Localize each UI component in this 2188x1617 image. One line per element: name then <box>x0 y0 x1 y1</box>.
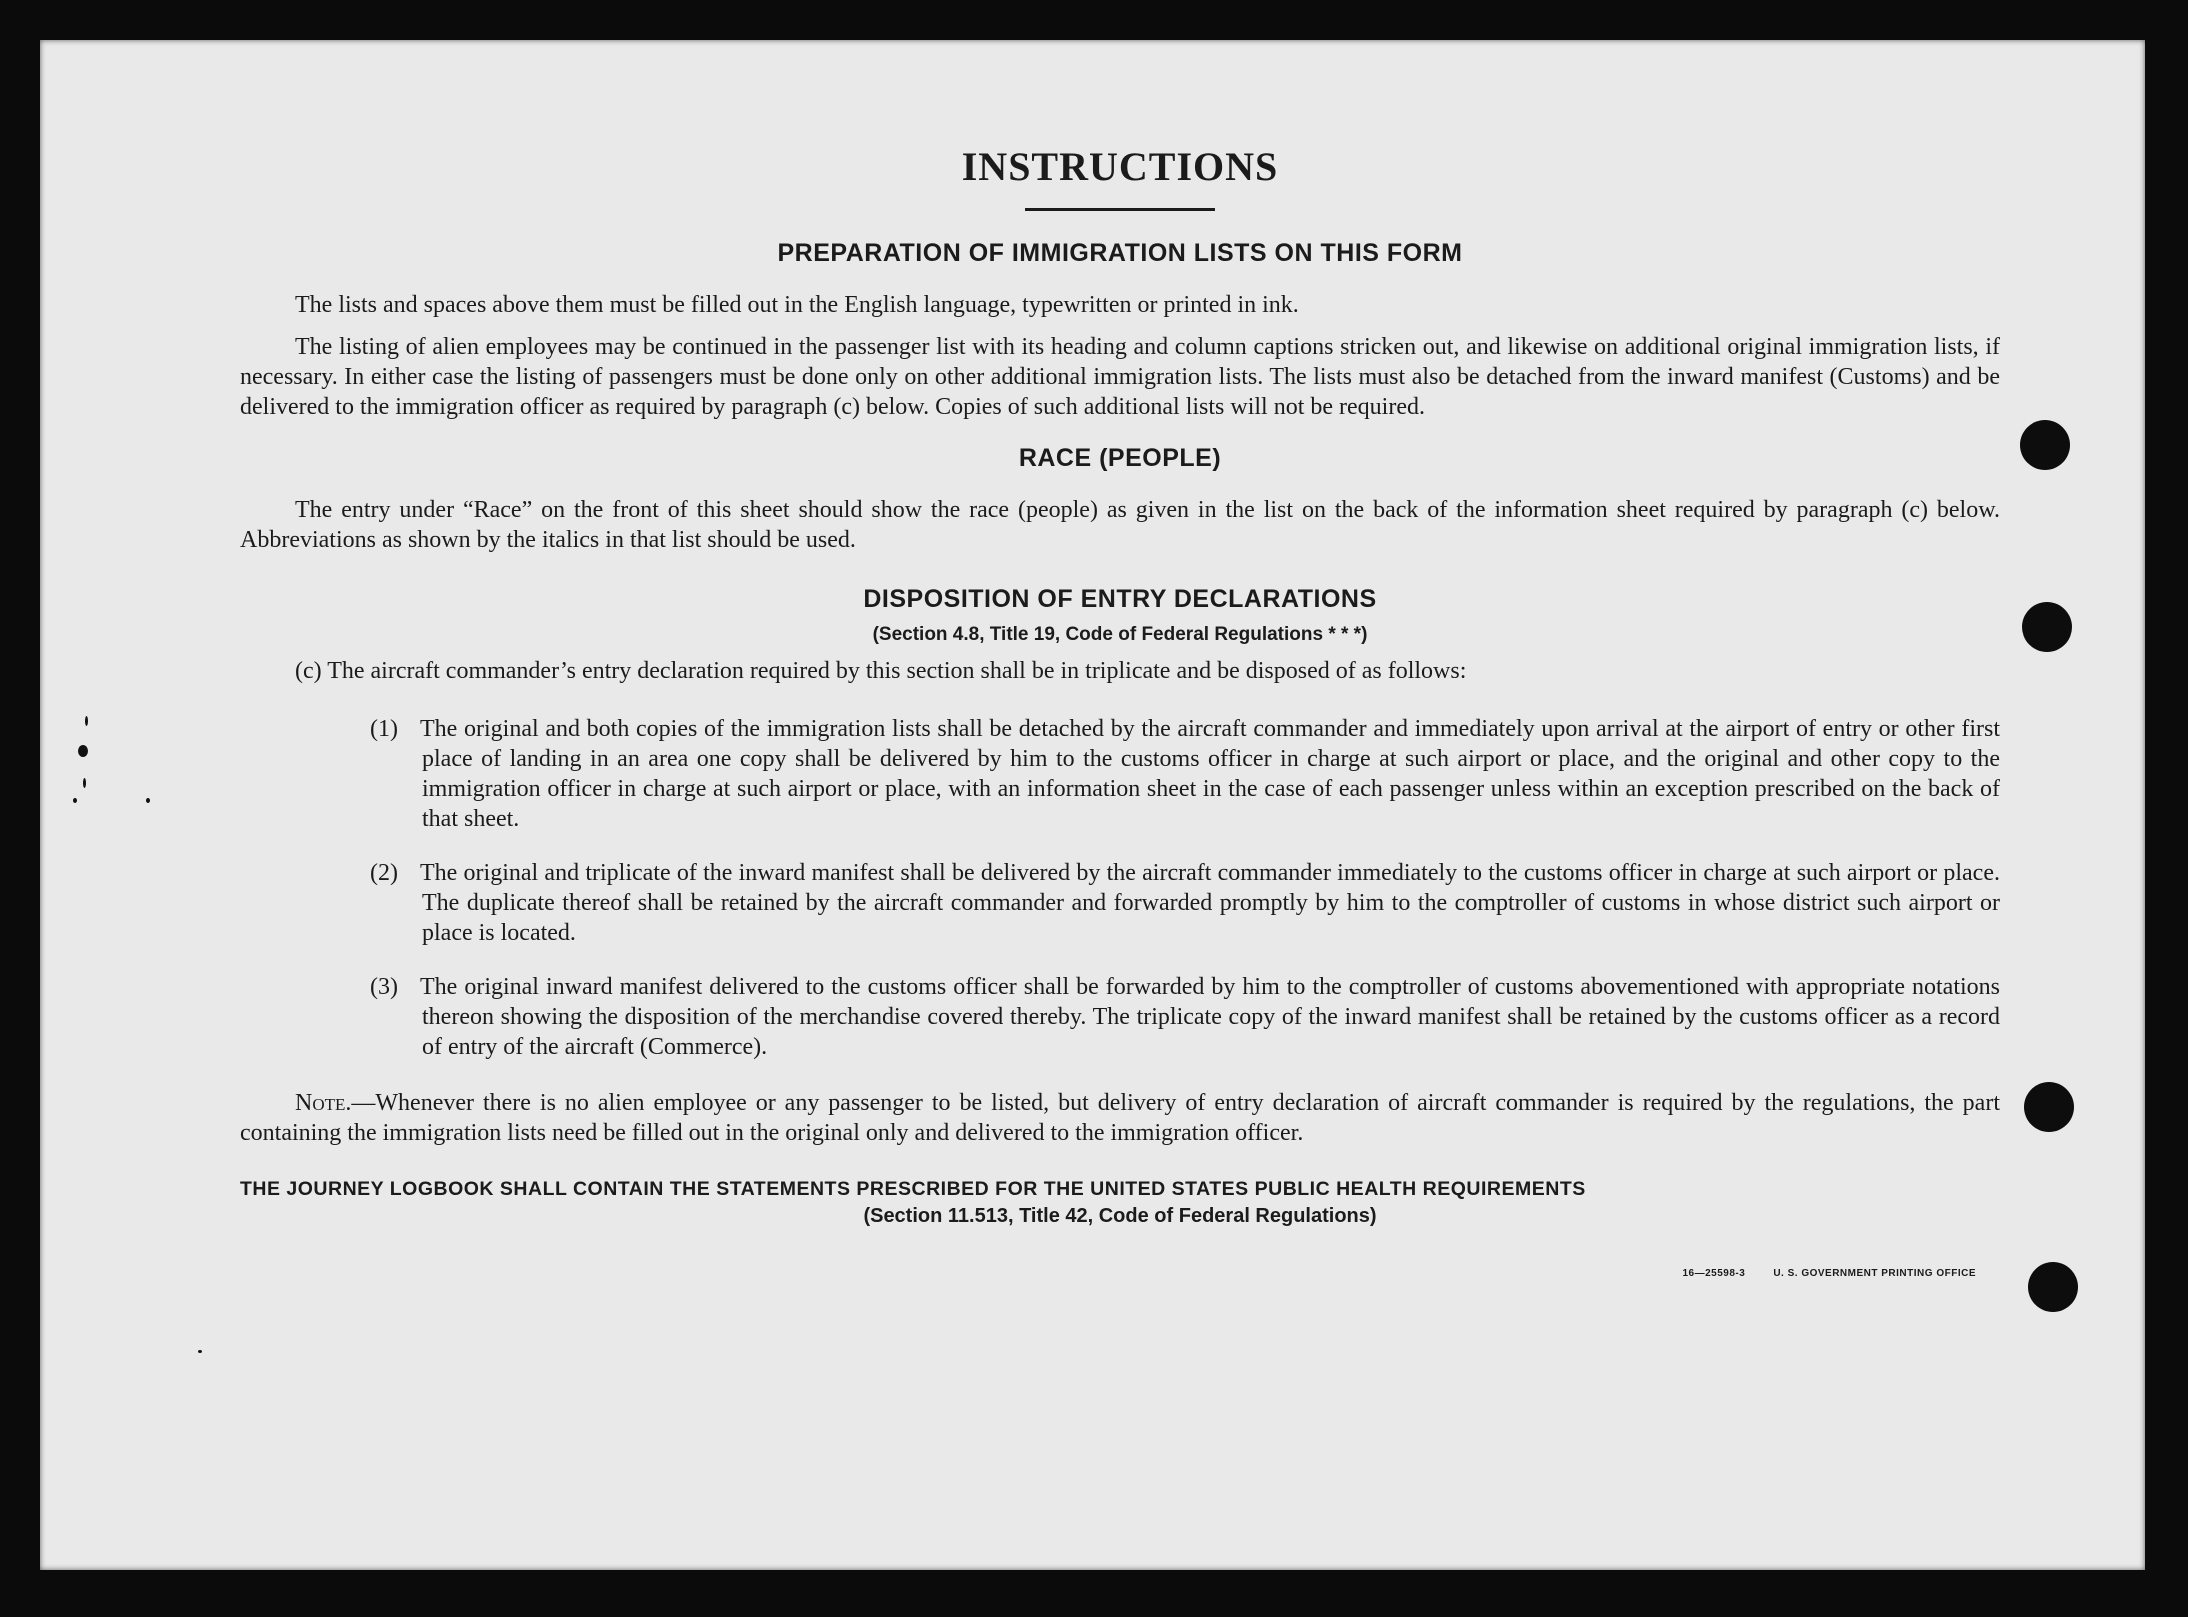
item-text: The original and triplicate of the inward manifest shall be delivered by the aircraft commander immediately to the customs officer in charge at such airport or place. The duplicate thereof shall be retained by the aircraft commander and forwarded promptly by him to the comptroller of customs in whose district such airport or place is located. <box>420 860 2000 946</box>
ink-speck <box>78 745 88 757</box>
punch-hole-1 <box>2020 420 2070 470</box>
imprint-printer: U. S. GOVERNMENT PRINTING OFFICE <box>1773 1268 1976 1279</box>
ink-speck <box>83 778 86 788</box>
item-text: The original inward manifest delivered to the customs officer shall be forwarded by him to the comptroller of customs abovementioned with appropriate notations thereon showing the disposition of the merchandise covered thereby. The triplicate copy of the inward manifest shall be retained by the customs officer as a record of entry of the aircraft (Commerce). <box>420 974 2000 1060</box>
item-number: (3) <box>370 974 398 1000</box>
punch-hole-3 <box>2024 1082 2074 1132</box>
punch-hole-4 <box>2028 1262 2078 1312</box>
ink-speck <box>146 798 150 803</box>
imprint-code: 16—25598-3 <box>1682 1268 1746 1279</box>
document-page <box>40 40 2145 1570</box>
disposition-item-2 <box>240 858 2000 948</box>
instructions-body <box>240 140 2000 1279</box>
preparation-heading: PREPARATION OF IMMIGRATION LISTS ON THIS FORM <box>777 239 1463 267</box>
disposition-heading: DISPOSITION OF ENTRY DECLARATIONS <box>863 585 1377 613</box>
public-health-statement: THE JOURNEY LOGBOOK SHALL CONTAIN THE STATEMENTS PRESCRIBED FOR THE UNITED STATES PUBLIC HEALTH REQUIREMENTS <box>240 1178 1586 1200</box>
item-number: (1) <box>370 716 398 742</box>
item-number: (2) <box>370 860 398 886</box>
disposition-item-3 <box>240 972 2000 1062</box>
preparation-paragraph-1: The lists and spaces above them must be filled out in the English language, typewritten or printed in ink. <box>295 292 1299 318</box>
page-title: INSTRUCTIONS <box>961 144 1279 189</box>
title-underline <box>1025 208 1215 211</box>
disposition-reference: (Section 4.8, Title 19, Code of Federal Regulations * * *) <box>872 624 1368 645</box>
item-text: The original and both copies of the immigration lists shall be detached by the aircraft commander and immediately upon arrival at the airport of entry or other first place of landing in an area one copy shall be delivered by him to the customs officer in charge at such airport or place, and the original and other copy to the immigration officer in charge at such airport or place, with an information sheet in the case of each passenger unless within an exception prescribed on the back of that sheet. <box>420 716 2000 832</box>
disposition-item-1 <box>240 714 2000 834</box>
disposition-intro: (c) The aircraft commander’s entry declaration required by this section shall be in triplicate and be disposed of as follows: <box>295 658 1467 684</box>
note-paragraph <box>240 1088 2000 1148</box>
ink-speck <box>85 716 88 726</box>
race-heading: RACE (PEOPLE) <box>1018 444 1222 472</box>
ink-speck <box>73 798 77 803</box>
public-health-reference: (Section 11.513, Title 42, Code of Federal Regulations) <box>863 1205 1377 1227</box>
preparation-paragraph-2: The listing of alien employees may be continued in the passenger list with its heading and column captions stricken out, and likewise on additional original immigration lists, if necessary. In either case the listing of passengers must be done only on other additional immigration lists. The lists must also be detached from the inward manifest (Customs) and be delivered to the immigration officer as required by paragraph (c) below. Copies of such additional lists will not be required. <box>240 334 2000 420</box>
ink-speck <box>198 1350 202 1353</box>
note-text: —Whenever there is no alien employee or any passenger to be listed, but delivery of entry declaration of aircraft commander is required by the regulations, the part containing the immigration lists need be filled out in the original only and delivered to the immigration officer. <box>240 1090 2000 1146</box>
note-label: Note. <box>295 1090 352 1116</box>
printer-imprint <box>216 1268 1976 1279</box>
punch-hole-2 <box>2022 602 2072 652</box>
race-paragraph: The entry under “Race” on the front of this sheet should show the race (people) as given in the list on the back of the information sheet required by paragraph (c) below. Abbreviations as shown by the italics in that list should be used. <box>240 497 2000 553</box>
